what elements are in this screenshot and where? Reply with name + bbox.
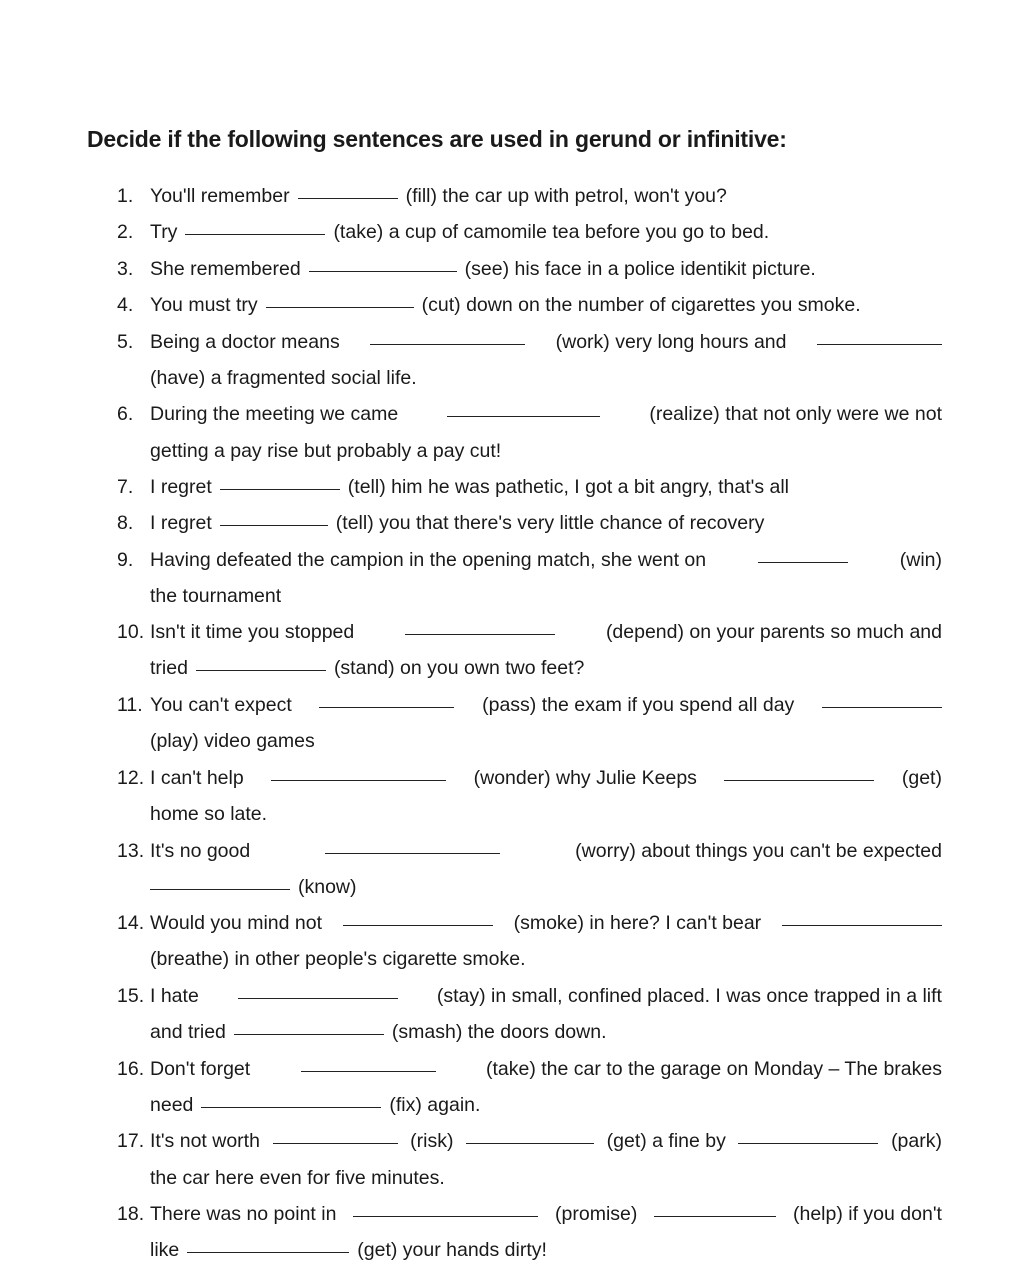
answer-blank[interactable] — [266, 306, 414, 308]
item-number: 7. — [117, 476, 134, 498]
answer-blank[interactable] — [309, 270, 457, 272]
sentence-text: Don't forget — [150, 1058, 251, 1080]
sentence-text: I can't help — [150, 767, 244, 789]
sentence-text: (fill) the car up with petrol, won't you? — [405, 185, 727, 207]
sentence-text: (worry) about things you can't be expected — [575, 840, 942, 862]
sentence-text: (stay) in small, confined placed. I was once trapped in a lift — [436, 985, 942, 1007]
sentence-text: (smash) the doors down. — [391, 1021, 607, 1043]
sentence-text: (fix) again. — [389, 1094, 481, 1116]
sentence-text: There was no point in — [150, 1203, 337, 1225]
answer-blank[interactable] — [273, 1142, 398, 1144]
sentence-text: and tried — [150, 1021, 226, 1043]
sentence-text: home so late. — [150, 803, 268, 825]
item-number: 15. — [117, 985, 145, 1007]
answer-blank[interactable] — [271, 779, 446, 781]
sentence-text: Try — [150, 221, 178, 243]
sentence-text: (work) very long hours and — [555, 331, 787, 353]
sentence-text: It's no good — [150, 840, 251, 862]
sentence-text: (pass) the exam if you spend all day — [482, 694, 795, 716]
sentence-text: (breathe) in other people's cigarette smoke. — [150, 948, 526, 970]
sentence-text: getting a pay rise but probably a pay cut! — [150, 440, 502, 462]
answer-blank[interactable] — [343, 924, 493, 926]
sentence-text: It's not worth — [150, 1130, 260, 1152]
sentence-text: (take) the car to the garage on Monday – The brakes — [485, 1058, 942, 1080]
sentence-text: (smoke) in here? I can't bear — [513, 912, 762, 934]
item-number: 16. — [117, 1058, 145, 1080]
answer-blank[interactable] — [238, 997, 398, 999]
sentence-text: need — [150, 1094, 194, 1116]
sentence-text: tried — [150, 657, 188, 679]
answer-blank[interactable] — [817, 343, 942, 345]
item-number: 8. — [117, 512, 134, 534]
sentence-text: Being a doctor means — [150, 331, 340, 353]
answer-blank[interactable] — [325, 852, 500, 854]
sentence-text: You must try — [150, 294, 258, 316]
sentence-text: I hate — [150, 985, 199, 1007]
sentence-text: (see) his face in a police identikit picture. — [464, 258, 816, 280]
answer-blank[interactable] — [654, 1215, 776, 1217]
item-number: 3. — [117, 258, 134, 280]
sentence-text: (promise) — [555, 1203, 638, 1225]
item-number: 11. — [117, 694, 143, 716]
sentence-text: (help) if you don't — [792, 1203, 942, 1225]
answer-blank[interactable] — [466, 1142, 594, 1144]
item-number: 9. — [117, 549, 134, 571]
sentence-text: (realize) that not only were we not — [649, 403, 942, 425]
answer-blank[interactable] — [187, 1251, 349, 1253]
answer-blank[interactable] — [405, 633, 555, 635]
sentence-text: (know) — [298, 876, 357, 898]
sentence-text: (stand) on you own two feet? — [333, 657, 585, 679]
answer-blank[interactable] — [301, 1070, 436, 1072]
item-number: 5. — [117, 331, 134, 353]
sentence-text: I regret — [150, 476, 212, 498]
item-number: 4. — [117, 294, 134, 316]
sentence-text: the car here even for five minutes. — [150, 1167, 445, 1189]
item-number: 17. — [117, 1130, 145, 1152]
sentence-text: (tell) him he was pathetic, I got a bit angry, that's all — [347, 476, 790, 498]
answer-blank[interactable] — [782, 924, 942, 926]
sentence-text: (park) — [891, 1130, 942, 1152]
answer-blank[interactable] — [196, 669, 326, 671]
answer-blank[interactable] — [822, 706, 942, 708]
sentence-text: the tournament — [150, 585, 282, 607]
sentence-text: Would you mind not — [150, 912, 322, 934]
sentence-text: like — [150, 1239, 180, 1261]
sentence-text: Having defeated the campion in the opening match, she went on — [150, 549, 707, 571]
sentence-text: (get) a fine by — [606, 1130, 726, 1152]
answer-blank[interactable] — [220, 488, 340, 490]
sentence-text: During the meeting we came — [150, 403, 399, 425]
answer-blank[interactable] — [724, 779, 874, 781]
answer-blank[interactable] — [447, 415, 600, 417]
answer-blank[interactable] — [234, 1033, 384, 1035]
item-number: 12. — [117, 767, 145, 789]
sentence-text: (get) your hands dirty! — [357, 1239, 547, 1261]
item-number: 10. — [117, 621, 145, 643]
sentence-text: (take) a cup of camomile tea before you go to bed. — [333, 221, 770, 243]
answer-blank[interactable] — [220, 524, 328, 526]
sentence-text: I regret — [150, 512, 212, 534]
sentence-text: (play) video games — [150, 730, 315, 752]
worksheet-title: Decide if the following sentences are used in gerund or infinitive: — [87, 126, 787, 152]
answer-blank[interactable] — [758, 561, 848, 563]
answer-blank[interactable] — [738, 1142, 878, 1144]
sentence-text: She remembered — [150, 258, 301, 280]
answer-blank[interactable] — [319, 706, 454, 708]
sentence-text: (wonder) why Julie Keeps — [473, 767, 697, 789]
item-number: 2. — [117, 221, 134, 243]
answer-blank[interactable] — [353, 1215, 538, 1217]
answer-blank[interactable] — [298, 197, 398, 199]
sentence-text: (risk) — [410, 1130, 454, 1152]
answer-blank[interactable] — [150, 888, 290, 890]
sentence-text: You can't expect — [150, 694, 292, 716]
sentence-text: (have) a fragmented social life. — [150, 367, 417, 389]
item-number: 6. — [117, 403, 134, 425]
item-number: 1. — [117, 185, 134, 207]
sentence-text: (cut) down on the number of cigarettes you smoke. — [421, 294, 861, 316]
sentence-text: (tell) you that there's very little chance of recovery — [335, 512, 765, 534]
sentence-text: Isn't it time you stopped — [150, 621, 355, 643]
answer-blank[interactable] — [185, 233, 325, 235]
sentence-text: You'll remember — [150, 185, 290, 207]
item-number: 13. — [117, 840, 145, 862]
sentence-text: (depend) on your parents so much and — [605, 621, 942, 643]
item-number: 18. — [117, 1203, 145, 1225]
answer-blank[interactable] — [370, 343, 525, 345]
sentence-text: (win) — [899, 549, 942, 571]
item-number: 14. — [117, 912, 145, 934]
answer-blank[interactable] — [201, 1106, 381, 1108]
sentence-text: (get) — [901, 767, 942, 789]
